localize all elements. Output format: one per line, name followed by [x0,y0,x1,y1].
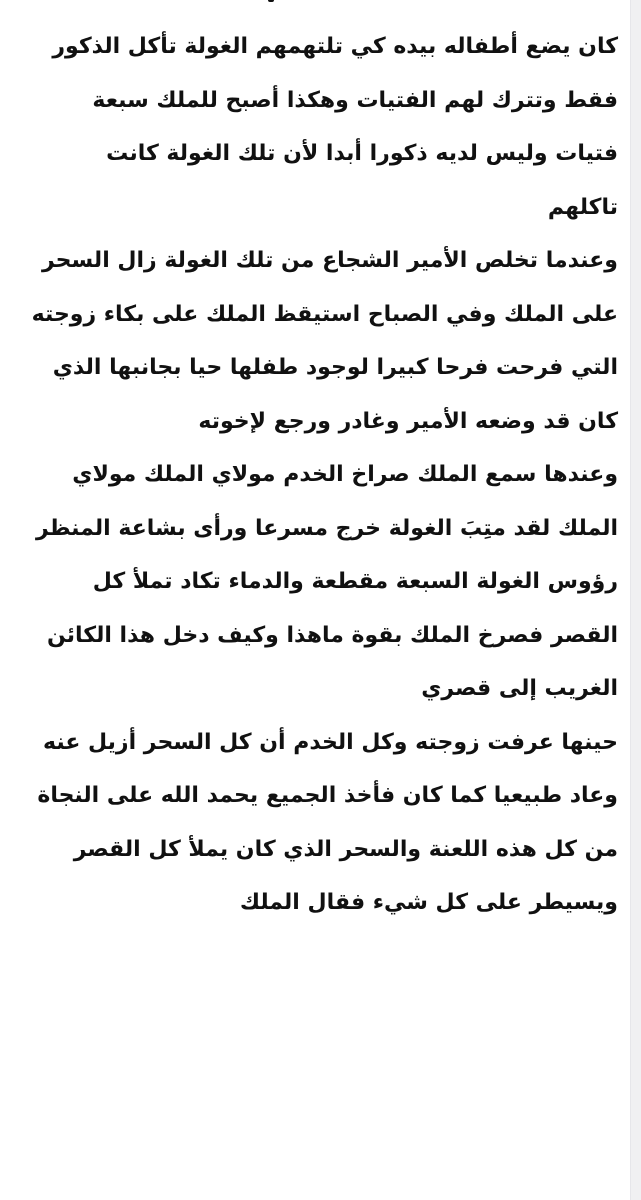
cut-off-previous-line [0,0,641,4]
story-text [8,20,618,930]
text-line: رؤوس الغولة السبعة مقطعة والدماء تكاد تملأ كل [92,569,618,594]
scroll-edge[interactable] [630,0,641,1200]
text-line: تاكلهم [547,194,618,220]
text-line: الغريب إلى قصري [421,676,618,701]
text-line: ويسيطر على كل شيء فقال الملك [239,890,618,915]
text-line: كان قد وضعه الأمير وغادر ورجع لإخوته [198,408,618,434]
text-line: فتيات وليس لديه ذكورا أبدا لأن تلك الغولة كانت [106,141,618,166]
text-line: وعندما تخلص الأمير الشجاع من تلك الغولة زال السحر [42,248,618,273]
text-line: التي فرحت فرحا كبيرا لوجود طفلها حيا بجانبها الذي [52,355,618,380]
text-line: على الملك وفي الصباح استيقظ الملك على بكاء زوجته [31,301,618,327]
text-line: الملك لقد متِبَ الغولة خرج مسرعا ورأى بشاعة المنظر [36,515,618,541]
text-line: وعندها سمع الملك صراخ الخدم مولاي الملك مولاي [72,462,618,487]
text-line: فقط وتترك لهم الفتيات وهكذا أصبح للملك سبعة [92,87,618,113]
text-line: كان يضع أطفاله بيده كي تلتهمهم الغولة تأكل الذكور [52,34,618,59]
text-line: من كل هذه اللعنة والسحر الذي كان يملأ كل القصر [73,836,618,862]
text-line: القصر فصرخ الملك بقوة ماهذا وكيف دخل هذا الكائن [46,622,618,648]
text-line: وعاد طبيعيا كما كان فأخذ الجميع يحمد الله على النجاة [37,783,618,808]
text-line: حينها عرفت زوجته وكل الخدم أن كل السحر أزيل عنه [43,729,618,755]
